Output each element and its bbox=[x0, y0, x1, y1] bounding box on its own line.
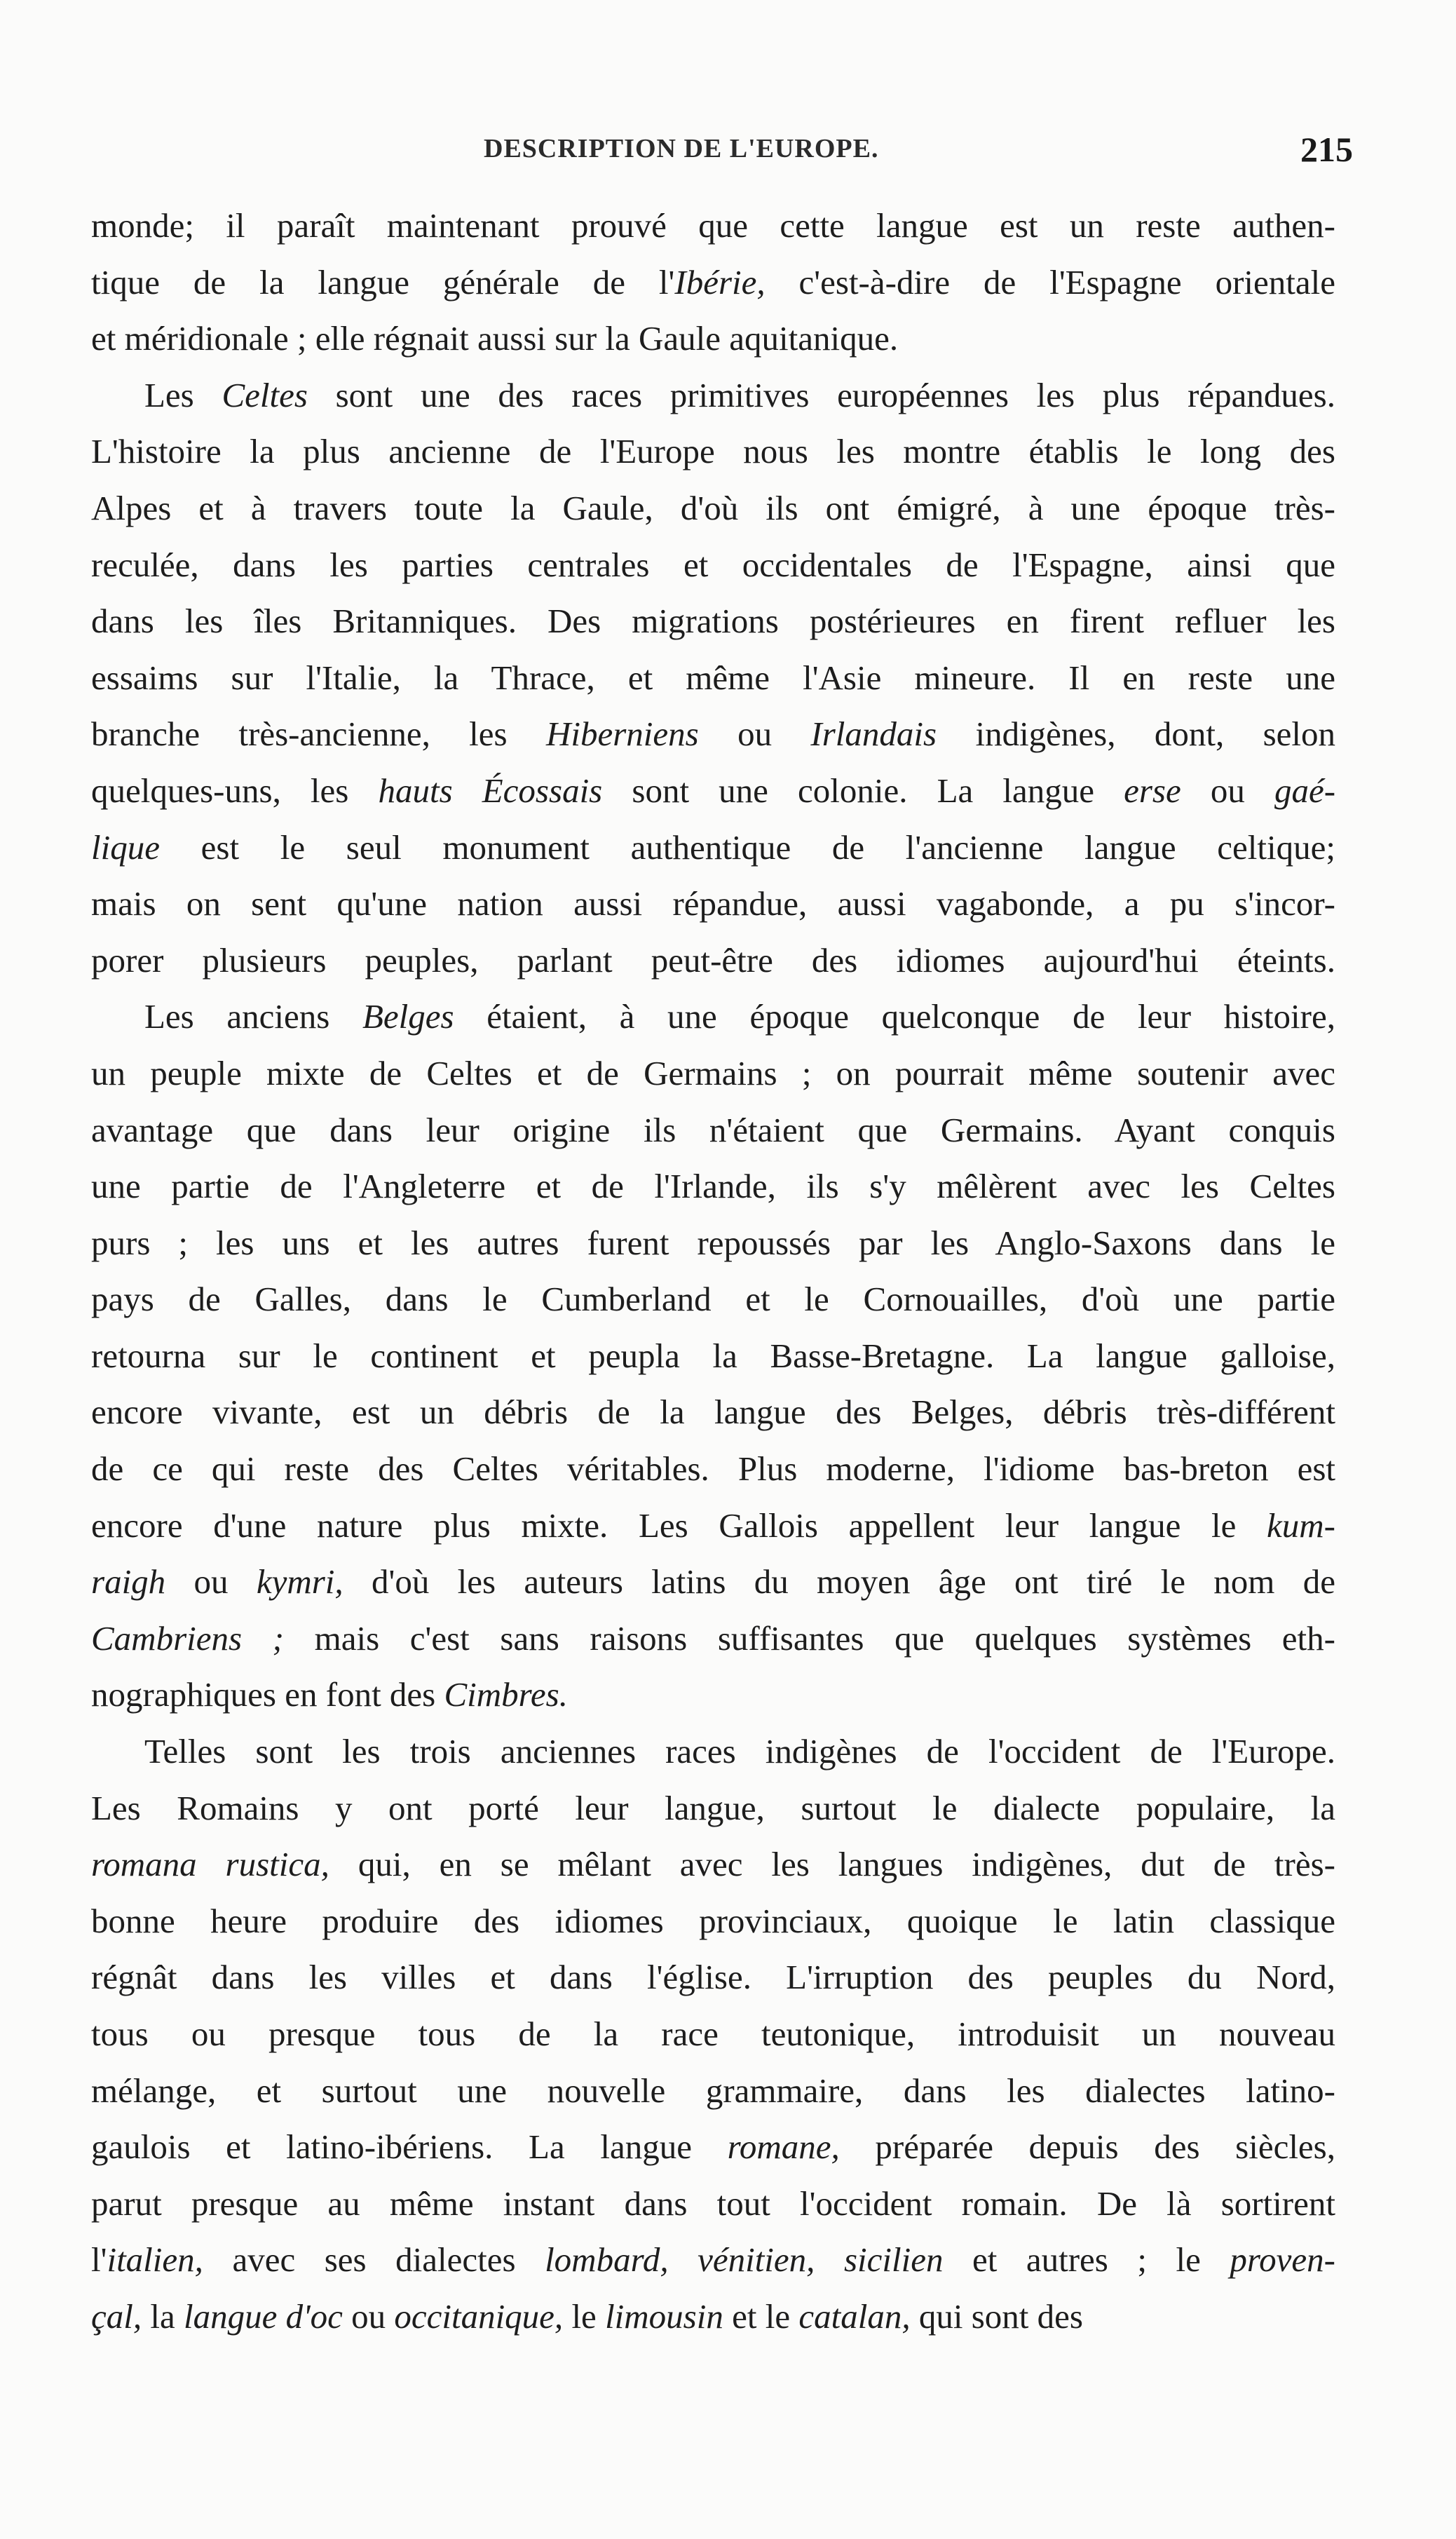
italic-term: Celtes bbox=[222, 375, 308, 414]
italic-term: hauts Écossais bbox=[378, 771, 603, 810]
italic-term: kymri, bbox=[256, 1562, 343, 1602]
text-run: encore vivante, est un débris de la langue des Belges, débris très-différent bbox=[91, 1393, 1335, 1432]
text-line bbox=[91, 1893, 1335, 1950]
text-run: mais on sent qu'une nation aussi répandue, aussi vagabonde, a pu s'incor- bbox=[91, 884, 1335, 923]
page-number: 215 bbox=[1300, 130, 1353, 169]
text-run: étaient, à une époque quelconque de leur histoire, bbox=[454, 997, 1335, 1036]
text-run: Les Romains y ont porté leur langue, surtout le dialecte populaire, la bbox=[91, 1788, 1335, 1827]
text-run: porer plusieurs peuples, parlant peut-être des idiomes aujourd'hui éteints. bbox=[91, 940, 1335, 980]
text-line bbox=[91, 2176, 1335, 2233]
text-run: le bbox=[563, 2296, 606, 2336]
italic-term: langue d'oc bbox=[184, 2296, 343, 2336]
text-run: Les anciens bbox=[144, 997, 362, 1036]
italic-term: çal, bbox=[91, 2296, 142, 2336]
text-line bbox=[91, 1667, 1335, 1724]
text-run: d'où les auteurs latins du moyen âge ont tiré le nom de bbox=[343, 1562, 1335, 1602]
text-line bbox=[91, 1102, 1335, 1159]
text-run: indigènes, dont, selon bbox=[937, 715, 1335, 754]
text-run: sont une des races primitives européennes les plus répandues. bbox=[307, 375, 1335, 414]
text-line bbox=[91, 763, 1335, 820]
italic-term: lique bbox=[91, 827, 160, 867]
text-line bbox=[91, 593, 1335, 650]
text-line bbox=[91, 1215, 1335, 1272]
text-run: une partie de l'Angleterre et de l'Irlande, ils s'y mêlèrent avec les Celtes bbox=[91, 1167, 1335, 1206]
italic-term: Cimbres. bbox=[444, 1675, 569, 1714]
text-line bbox=[91, 2232, 1335, 2289]
text-run: encore d'une nature plus mixte. Les Gallois appellent leur langue le bbox=[91, 1505, 1267, 1545]
italic-term: romane, bbox=[727, 2127, 840, 2167]
text-line bbox=[91, 367, 1335, 424]
text-line bbox=[91, 1045, 1335, 1102]
text-line bbox=[91, 1384, 1335, 1441]
text-run: sont une colonie. La langue bbox=[602, 771, 1124, 810]
text-run: nographiques en font des bbox=[91, 1675, 444, 1714]
text-run: Alpes et à travers toute la Gaule, d'où ils ont émigré, à une époque très- bbox=[91, 488, 1335, 527]
text-line bbox=[91, 537, 1335, 594]
text-run: ou bbox=[342, 2296, 395, 2336]
text-run: qui, en se mêlant avec les langues indigènes, dut de très- bbox=[329, 1845, 1335, 1884]
italic-term: Cambriens ; bbox=[91, 1618, 284, 1658]
text-run: avantage que dans leur origine ils n'étaient que Germains. Ayant conquis bbox=[91, 1110, 1335, 1149]
text-line bbox=[91, 1780, 1335, 1837]
italic-term: catalan, bbox=[798, 2296, 911, 2336]
text-run: Les bbox=[144, 375, 222, 414]
text-line bbox=[91, 1611, 1335, 1667]
italic-term: lombard, vénitien, sicilien bbox=[545, 2240, 944, 2280]
italic-term: kum- bbox=[1267, 1505, 1335, 1545]
italic-term: Irlandais bbox=[810, 715, 937, 754]
italic-term: raigh bbox=[91, 1562, 166, 1602]
italic-term: occitanique, bbox=[394, 2296, 564, 2336]
text-line bbox=[91, 989, 1335, 1045]
text-line bbox=[91, 2006, 1335, 2063]
text-line bbox=[91, 820, 1335, 876]
text-line bbox=[91, 255, 1335, 311]
text-line bbox=[91, 1158, 1335, 1215]
text-run: dans les îles Britanniques. Des migrations postérieures en firent refluer les bbox=[91, 602, 1335, 641]
text-run: bonne heure produire des idiomes provinciaux, quoique le latin classique bbox=[91, 1901, 1335, 1940]
italic-term: limousin bbox=[605, 2296, 723, 2336]
text-run: l' bbox=[91, 2240, 107, 2280]
text-run: de ce qui reste des Celtes véritables. Plus moderne, l'idiome bas-breton est bbox=[91, 1449, 1335, 1489]
text-run: c'est-à-dire de l'Espagne orientale bbox=[765, 262, 1335, 302]
text-run: Telles sont les trois anciennes races indigènes de l'occident de l'Europe. bbox=[144, 1732, 1335, 1771]
body-text bbox=[91, 198, 1335, 2345]
text-line bbox=[91, 1724, 1335, 1780]
text-run: et le bbox=[723, 2296, 799, 2336]
text-run: et méridionale ; elle régnait aussi sur la Gaule aquitanique. bbox=[91, 319, 899, 358]
text-line bbox=[91, 480, 1335, 537]
italic-term: Hiberniens bbox=[545, 715, 699, 754]
text-run: et autres ; le bbox=[943, 2240, 1230, 2280]
text-run: est le seul monument authentique de l'ancienne langue celtique; bbox=[159, 827, 1335, 867]
text-run: avec ses dialectes bbox=[203, 2240, 545, 2280]
text-line bbox=[91, 2063, 1335, 2120]
running-title: DESCRIPTION DE L'EUROPE. bbox=[484, 134, 879, 163]
text-run: ou bbox=[165, 1562, 257, 1602]
text-run: purs ; les uns et les autres furent repoussés par les Anglo-Saxons dans le bbox=[91, 1223, 1335, 1262]
italic-term: proven- bbox=[1230, 2240, 1335, 2280]
text-run: gaulois et latino-ibériens. La langue bbox=[91, 2127, 728, 2167]
text-line bbox=[91, 2119, 1335, 2176]
text-run: ou bbox=[698, 715, 811, 754]
text-run: ou bbox=[1181, 771, 1274, 810]
text-line bbox=[91, 1498, 1335, 1555]
text-run: L'histoire la plus ancienne de l'Europe nous les montre établis le long des bbox=[91, 432, 1335, 471]
text-run: essaims sur l'Italie, la Thrace, et même l'Asie mineure. Il en reste une bbox=[91, 658, 1335, 697]
text-run: quelques-uns, les bbox=[91, 771, 379, 810]
text-run: pays de Galles, dans le Cumberland et le Cornouailles, d'où une partie bbox=[91, 1280, 1335, 1319]
text-line bbox=[91, 1328, 1335, 1385]
text-line bbox=[91, 933, 1335, 989]
text-run: qui sont des bbox=[910, 2296, 1083, 2336]
text-run: retourna sur le continent et peupla la Basse-Bretagne. La langue galloise, bbox=[91, 1336, 1335, 1375]
text-line bbox=[91, 424, 1335, 480]
text-line bbox=[91, 2289, 1335, 2345]
text-line bbox=[91, 1836, 1335, 1893]
text-run: mais c'est sans raisons suffisantes que quelques systèmes eth- bbox=[284, 1618, 1335, 1658]
text-run: régnât dans les villes et dans l'église. L'irruption des peuples du Nord, bbox=[91, 1958, 1335, 1997]
italic-term: italien, bbox=[107, 2240, 203, 2280]
text-run: un peuple mixte de Celtes et de Germains ; on pourrait même soutenir avec bbox=[91, 1053, 1335, 1092]
text-run: reculée, dans les parties centrales et occidentales de l'Espagne, ainsi que bbox=[91, 545, 1335, 584]
text-run: mélange, et surtout une nouvelle grammaire, dans les dialectes latino- bbox=[91, 2071, 1335, 2110]
text-run: parut presque au même instant dans tout l'occident romain. De là sortirent bbox=[91, 2183, 1335, 2223]
text-line bbox=[91, 650, 1335, 707]
text-line bbox=[91, 1441, 1335, 1498]
text-line bbox=[91, 198, 1335, 255]
text-line bbox=[91, 1949, 1335, 2006]
italic-term: Belges bbox=[362, 997, 454, 1036]
page-header bbox=[484, 130, 1353, 182]
text-run: branche très-ancienne, les bbox=[91, 715, 546, 754]
italic-term: erse bbox=[1124, 771, 1181, 810]
text-line bbox=[91, 1271, 1335, 1328]
text-line bbox=[91, 876, 1335, 933]
italic-term: gaé- bbox=[1274, 771, 1335, 810]
italic-term: romana rustica, bbox=[91, 1845, 329, 1884]
italic-term: Ibérie, bbox=[674, 262, 766, 302]
text-line bbox=[91, 706, 1335, 763]
text-run: la bbox=[142, 2296, 184, 2336]
text-line bbox=[91, 1554, 1335, 1611]
text-line bbox=[91, 311, 1335, 367]
text-run: monde; il paraît maintenant prouvé que cette langue est un reste authen- bbox=[91, 206, 1335, 245]
text-run: tique de la langue générale de l' bbox=[91, 262, 675, 302]
text-run: préparée depuis des siècles, bbox=[839, 2127, 1335, 2167]
text-run: tous ou presque tous de la race teutonique, introduisit un nouveau bbox=[91, 2015, 1335, 2053]
